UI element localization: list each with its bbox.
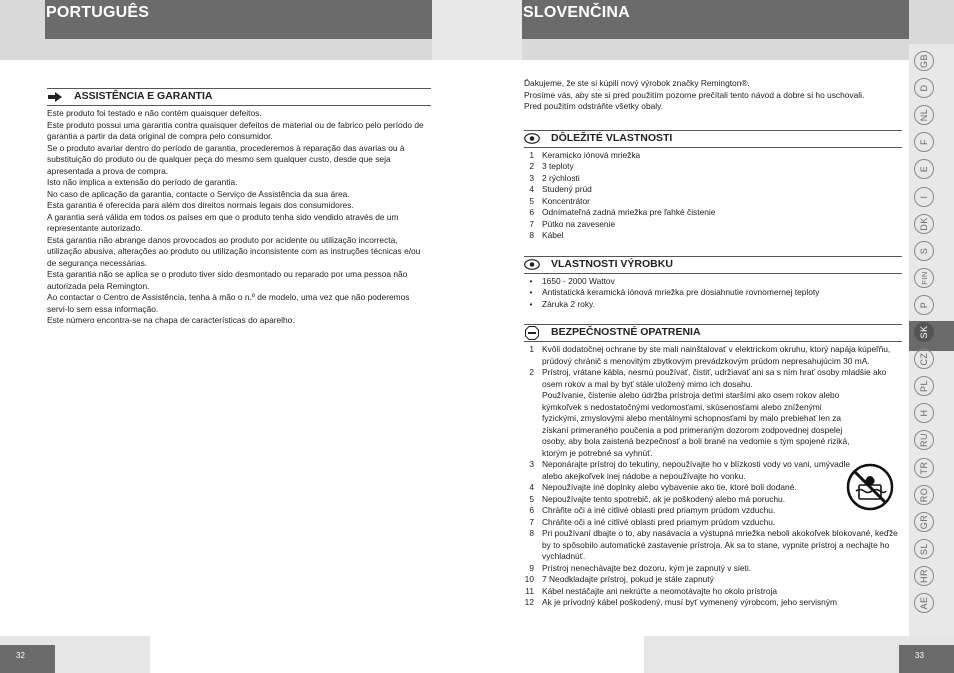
list-item bbox=[524, 597, 902, 609]
item-number: 5 bbox=[529, 493, 534, 504]
item-number: 3 bbox=[529, 459, 534, 469]
no-water-icon bbox=[846, 463, 894, 511]
product-list bbox=[524, 276, 902, 311]
list-item bbox=[524, 517, 902, 529]
language-tab-nl[interactable]: NL bbox=[914, 105, 934, 125]
item-number: 3 bbox=[529, 172, 534, 183]
language-tab-dk[interactable]: DK bbox=[914, 214, 934, 234]
item-text: Keramicko iónová mriežka bbox=[542, 149, 641, 160]
item-text: 2 rýchlosti bbox=[542, 172, 580, 183]
item-number: 1 bbox=[529, 344, 534, 354]
item-number: 8 bbox=[529, 230, 534, 240]
language-tab-e[interactable]: E bbox=[914, 159, 934, 179]
list-item bbox=[524, 276, 902, 288]
stop-sign-icon bbox=[524, 327, 540, 339]
left-column bbox=[47, 88, 431, 327]
item-text: Neponárajte prístroj do tekutiny, nepoužívajte ho v blízkosti vody vo vani, umývadle alebo akejkoľvek inej nádobe a nepoužívajte ho vonku. bbox=[542, 459, 851, 481]
language-tab-gb[interactable]: GB bbox=[914, 51, 934, 71]
section-header-features bbox=[524, 130, 902, 148]
language-tab-i[interactable]: I bbox=[914, 187, 934, 207]
list-item bbox=[524, 574, 902, 586]
item-text: Pri používaní dbajte o to, aby nasávacia a výstupná mriežka neboli akokoľvek blokované, keďže by to spôsobilo automatické zastavenie prístroja. Ak sa to stane, vypnite prístroj a nechajte ho vychladnúť. bbox=[542, 528, 898, 561]
item-number: 9 bbox=[529, 562, 534, 573]
list-item bbox=[524, 367, 902, 390]
warranty-paragraph: Isto não implica a extensão do período de garantia. bbox=[47, 177, 238, 187]
language-tab-f[interactable]: F bbox=[914, 132, 934, 152]
intro-line: Prosíme vás, aby ste si pred použitím pozorne prečítali tento návod a dobre si ho uschovali. bbox=[524, 89, 865, 100]
item-text: Kábel bbox=[542, 230, 564, 240]
warranty-paragraph: Esta garantia não abrange danos provocados ao produto por acidente ou utilização incorrecta, utilização abusiva, alterações ao produto ou utilização inconsistente com as instruções técnicas e/ou de segurança necessárias. bbox=[47, 234, 421, 268]
language-tab-fin[interactable]: FIN bbox=[914, 268, 934, 288]
item-text: Pútko na zavesenie bbox=[542, 218, 616, 229]
language-tab-pl[interactable]: PL bbox=[914, 376, 934, 396]
item-text: Odnímateľná zadná mriežka pre ľahké čistenie bbox=[542, 207, 716, 217]
list-item bbox=[524, 219, 902, 231]
list-item bbox=[524, 161, 902, 173]
item-text: Nepoužívajte tento spotrebič, ak je poškodený alebo má poruchu. bbox=[542, 493, 786, 504]
item-number: 5 bbox=[529, 195, 534, 206]
header-portugues: PORTUGUÊS bbox=[45, 0, 432, 39]
warranty-paragraph: A garantia será válida em todos os países em que o produto tenha sido vendido através de um representante autorizado. bbox=[47, 211, 399, 233]
warranty-paragraph: Esta garantia é oferecida para além dos direitos normais legais dos consumidores. bbox=[47, 200, 354, 210]
language-tab-ro[interactable]: RO bbox=[914, 485, 934, 505]
list-item bbox=[524, 299, 902, 311]
bullet-icon: • bbox=[529, 287, 533, 297]
safety-title: BEZPEČNOSTNÉ OPATRENIA bbox=[551, 326, 701, 339]
item-text: Používanie, čistenie alebo údržba prístroja deťmi staršími ako osem rokov alebo kýmkoľvek s nedostatočnými vedomosťami, skúsenosťami alebo zníženými fyzickými, zmyslovými alebo mentálnymi schopnosťami by malo prebiehať len za získaní primeraného poučenia a pod primeraným dozorom zodpovednej dospelej osoby, aby bola zaistená bezpečnosť a boli brané na vedomie s tým spojené riziká, ktorým je potrebné sa vyhnúť. bbox=[542, 390, 850, 458]
item-number: 8 bbox=[529, 528, 534, 538]
item-number: 7 bbox=[529, 218, 534, 229]
language-tab-sl[interactable]: SL bbox=[914, 539, 934, 559]
page-number-right: 33 bbox=[899, 645, 954, 673]
warranty-paragraph: Este produto possui uma garantia contra quaisquer defeitos de material ou de fabrico pelo período de garantia a partir da data original de compra pelo consumidor. bbox=[47, 119, 424, 141]
language-tab-p[interactable]: P bbox=[914, 295, 934, 315]
eye-icon bbox=[524, 133, 540, 145]
center-gutter bbox=[432, 0, 522, 60]
item-number: 11 bbox=[525, 585, 534, 596]
item-text: Kábel nestáčajte ani nekrúťte a neomotávajte ho okolo prístroja bbox=[542, 585, 777, 596]
item-text: 1650 - 2000 Wattov bbox=[542, 275, 615, 286]
item-number: 2 bbox=[529, 367, 534, 377]
item-text: 7 Neodkladajte prístroj, pokud je stále zapnutý bbox=[542, 574, 714, 584]
item-number: 6 bbox=[529, 505, 534, 515]
language-tab-hr[interactable]: HR bbox=[914, 566, 934, 586]
warranty-text bbox=[47, 108, 431, 327]
language-tab-tr[interactable]: TR bbox=[914, 458, 934, 478]
language-tab-cz[interactable]: CZ bbox=[914, 349, 934, 369]
item-text: Chráňte oči a iné citlivé oblasti pred priamym prúdom vzduchu. bbox=[542, 516, 776, 527]
language-tab-s[interactable]: S bbox=[914, 241, 934, 261]
warranty-paragraph: No caso de aplicação da garantia, contacte o Serviço de Assistência da sua área. bbox=[47, 188, 350, 199]
item-text: Záruka 2 roky. bbox=[542, 298, 595, 309]
list-item bbox=[524, 230, 902, 242]
item-text: Koncentrátor bbox=[542, 195, 590, 206]
list-item bbox=[524, 184, 902, 196]
right-column bbox=[524, 78, 902, 609]
section-header-product bbox=[524, 256, 902, 274]
list-item bbox=[524, 344, 902, 367]
item-text: Nepoužívajte iné doplnky alebo vybavenie ako tie, ktoré boli dodané. bbox=[542, 482, 797, 492]
intro-text bbox=[524, 78, 902, 113]
product-title: VLASTNOSTI VÝROBKU bbox=[551, 257, 673, 270]
item-text: 3 teploty bbox=[542, 161, 574, 171]
list-item bbox=[524, 287, 902, 299]
list-item bbox=[524, 586, 902, 598]
list-item bbox=[524, 196, 902, 208]
language-tab-h[interactable]: H bbox=[914, 403, 934, 423]
item-number: 6 bbox=[529, 207, 534, 217]
warranty-paragraph: Se o produto avariar dentro do período de garantia, procederemos à reparação das avarias ou à substituição do produto ou de qualquer peça do mesmo sem qualquer custo, desde que seja apresentada a prova de compra. bbox=[47, 142, 405, 176]
list-item bbox=[524, 563, 902, 575]
language-tab-d[interactable]: D bbox=[914, 78, 934, 98]
warranty-paragraph: Esta garantia não se aplica se o produto tiver sido desmontado ou reparado por uma pessoa não autorizada pela Remington. bbox=[47, 269, 408, 291]
item-number: 4 bbox=[529, 184, 534, 194]
item-text: Ak je prívodný kábel poškodený, musí byť vymenený výrobcom, jeho servisným bbox=[542, 597, 837, 607]
item-number: 10 bbox=[524, 574, 534, 584]
arrow-right-icon bbox=[47, 91, 63, 103]
language-tab-sk[interactable]: SK bbox=[914, 322, 934, 342]
list-item bbox=[524, 150, 902, 162]
eye-icon bbox=[524, 259, 540, 271]
language-tab-ae[interactable]: AE bbox=[914, 593, 934, 613]
language-tab-ru[interactable]: RU bbox=[914, 430, 934, 450]
item-number: 2 bbox=[529, 161, 534, 171]
item-number bbox=[524, 390, 542, 459]
item-text: Studený prúd bbox=[542, 184, 592, 194]
section-title: ASSISTÊNCIA E GARANTIA bbox=[74, 90, 213, 103]
item-text: Prístroj nenechávajte bez dozoru, kým je zapnutý v sieti. bbox=[542, 562, 752, 573]
warranty-paragraph: Ao contactar o Centro de Assistência, tenha à mão o n.º de modelo, uma vez que não poderemos servi-lo sem essa informação. bbox=[47, 292, 410, 314]
section-header-assistencia bbox=[47, 88, 431, 106]
language-tab-gr[interactable]: GR bbox=[914, 512, 934, 532]
item-text: Kvôli dodatočnej ochrane by ste mali nainštalovať v elektrickom okruhu, ktorý napája kúpeľňu, prúdový chránič s menovitým zbytkovým prevádzkovým prúdom nepresahujúcim 30 mA. bbox=[542, 344, 891, 366]
list-item bbox=[524, 390, 902, 459]
features-title: DÔLEŽITÉ VLASTNOSTI bbox=[551, 131, 673, 144]
page-number-left: 32 bbox=[0, 645, 55, 673]
item-text: Prístroj, vrátane kábla, nesmú používať, čistiť, udržiavať ani sa s ním hrať osoby mladšie ako osem rokov a mal by byť stále uložený mimo ich dosahu. bbox=[542, 367, 887, 389]
list-item bbox=[524, 528, 902, 563]
features-list bbox=[524, 150, 902, 242]
bullet-icon: • bbox=[529, 275, 533, 286]
item-number: 4 bbox=[529, 482, 534, 492]
item-number: 1 bbox=[529, 149, 534, 160]
header-slovencina: SLOVENČINA bbox=[522, 0, 909, 39]
item-text: Chráňte oči a iné citlivé oblasti pred priamym prúdom vzduchu. bbox=[542, 505, 776, 515]
warranty-paragraph: Este número encontra-se na chapa de características do aparelho. bbox=[47, 315, 295, 325]
item-number: 12 bbox=[524, 597, 534, 607]
list-item bbox=[524, 207, 902, 219]
section-header-safety bbox=[524, 324, 902, 342]
bullet-icon: • bbox=[529, 298, 533, 309]
warranty-paragraph: Este produto foi testado e não contém quaisquer defeitos. bbox=[47, 108, 262, 118]
list-item bbox=[524, 173, 902, 185]
item-text: Antistatická keramická iónová mriežka pre dosiahnutie rovnomernej teploty bbox=[542, 287, 820, 297]
intro-line: Pred použitím odstráňte všetky obaly. bbox=[524, 101, 664, 111]
item-number: 7 bbox=[529, 516, 534, 527]
intro-line: Ďakujeme, že ste si kúpili nový výrobok značky Remington®. bbox=[524, 78, 750, 88]
